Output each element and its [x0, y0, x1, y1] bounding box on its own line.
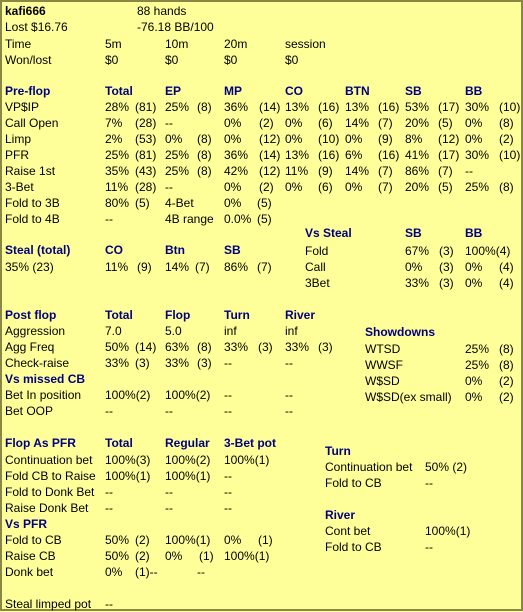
vs-pfr-total-count: (2) [135, 533, 150, 547]
vs-pfr-3bet-count: (1) [258, 533, 273, 547]
showdowns-title: Showdowns [365, 325, 435, 339]
preflop-cell-count: (5) [438, 116, 453, 130]
vs-missed-cb-title: Vs missed CB [5, 372, 86, 386]
preflop-cell-count: (12) [259, 132, 281, 146]
vs-steal-sb-value: 33% [405, 276, 430, 290]
showdown-count: (8) [499, 342, 514, 356]
preflop-header: CO [285, 84, 303, 98]
steal-header-btn: Btn [165, 243, 185, 257]
flop-pfr-regular-value: -- [165, 485, 173, 499]
time-col: 20m [224, 37, 248, 51]
river-row-label: Fold to CB [325, 540, 382, 554]
flop-pfr-3bet-value: -- [224, 501, 232, 515]
preflop-cell-pct: 11% [285, 164, 309, 178]
hands-count: 88 hands [137, 4, 187, 18]
vs-steal-bb-count: (4) [499, 276, 514, 290]
river-row-label: Cont bet [325, 524, 371, 538]
preflop-cell-pct: 0% [465, 132, 483, 146]
preflop-cell-count: (81) [135, 100, 157, 114]
preflop-cell-count: (10) [499, 148, 521, 162]
preflop-cell-pct: 13% [285, 148, 310, 162]
steal-limped-pot-label: Steal limped pot [5, 597, 92, 611]
fold-to-4b-value: -- [105, 212, 113, 226]
vs-pfr-total-count: (2) [135, 549, 150, 563]
vs-pfr-3bet-value: -- [197, 565, 205, 579]
showdown-count: (2) [499, 374, 514, 388]
flop-pfr-3bet-value: -- [224, 469, 232, 483]
postflop-flop-count: (8) [197, 340, 212, 354]
preflop-cell-count: (6) [318, 116, 333, 130]
flop-pfr-header-3bet: 3-Bet pot [224, 436, 276, 450]
time-col: session [285, 37, 326, 51]
preflop-cell-count: (14) [259, 148, 281, 162]
preflop-cell-count: (12) [259, 164, 281, 178]
postflop-river-value: inf [285, 324, 298, 338]
preflop-cell-pct: 14% [345, 116, 370, 130]
preflop-cell-count: (7) [378, 164, 393, 178]
preflop-cell-count: (10) [318, 132, 340, 146]
preflop-cell-count: (9) [378, 132, 393, 146]
preflop-row-label: PFR [5, 148, 29, 162]
postflop-turn-value: 33% [224, 340, 249, 354]
wonlost-value: $0 [105, 53, 119, 67]
postflop-total-count: (14) [135, 340, 157, 354]
vs-pfr-regular-value: 0% [165, 549, 183, 563]
preflop-row-label: VP$IP [5, 100, 40, 114]
preflop-cell-pct: 2% [105, 132, 123, 146]
postflop-turn-value: inf [224, 324, 237, 338]
preflop-row-label: Limp [5, 132, 32, 146]
preflop-title: Pre-flop [5, 84, 51, 98]
vs-steal-row-label: Call [305, 260, 326, 274]
vs-steal-sb-value: 0% [405, 260, 423, 274]
preflop-cell-pct: 0% [285, 116, 303, 130]
postflop-flop-count: (3) [197, 356, 212, 370]
turn-row-label: Fold to CB [325, 476, 382, 490]
flop-pfr-row-label: Fold to Donk Bet [5, 485, 95, 499]
missed-cb-total-value: 100%(2) [105, 388, 151, 402]
vs-steal-bb-count: (4) [499, 260, 514, 274]
preflop-cell-pct: 53% [405, 100, 430, 114]
missed-cb-row-label: Bet OOP [5, 404, 54, 418]
flop-pfr-total-value: -- [105, 501, 113, 515]
preflop-cell-pct: -- [165, 180, 173, 194]
preflop-cell-pct: 30% [465, 148, 490, 162]
postflop-row-label: Agg Freq [5, 340, 55, 354]
preflop-cell-count: (8) [499, 116, 514, 130]
flop-pfr-regular-value: 100%(1) [165, 469, 211, 483]
missed-cb-turn-value: -- [224, 388, 232, 402]
preflop-cell-pct: 14% [345, 164, 370, 178]
vs-pfr-total-count: (1)-- [135, 565, 158, 579]
flop-pfr-total-value: -- [105, 485, 113, 499]
preflop-cell-pct: 0% [345, 132, 363, 146]
preflop-cell-count: (14) [259, 100, 281, 114]
postflop-header-river: River [285, 308, 316, 322]
time-label: Time [5, 37, 32, 51]
preflop-cell-pct: 86% [405, 164, 430, 178]
flop-pfr-row-label: Raise Donk Bet [5, 501, 89, 515]
flop-pfr-header-regular: Regular [165, 436, 210, 450]
vs-steal-title: Vs Steal [305, 226, 352, 240]
postflop-total-value: 50% [105, 340, 130, 354]
steal-sb-value: 86% [224, 260, 249, 274]
preflop-cell-count: (43) [135, 164, 157, 178]
preflop-cell-pct: 36% [224, 100, 249, 114]
preflop-cell-pct: 41% [405, 148, 430, 162]
missed-cb-row-label: Bet In position [5, 388, 82, 402]
showdown-value: 0% [465, 390, 483, 404]
showdown-row-label: WWSF [365, 358, 403, 372]
vs-steal-bb-value: 0% [465, 260, 483, 274]
vs-pfr-row-label: Raise CB [5, 549, 56, 563]
flop-pfr-3bet-value: -- [224, 485, 232, 499]
vs-pfr-regular-value: 100%(1) [165, 533, 211, 547]
postflop-turn-value: -- [224, 356, 232, 370]
preflop-header: BB [465, 84, 483, 98]
flop-pfr-row-label: Fold CB to Raise [5, 469, 96, 483]
flop-pfr-3bet-value: 100%(1) [224, 453, 270, 467]
preflop-cell-count: (53) [135, 132, 157, 146]
preflop-cell-count: (2) [259, 116, 274, 130]
preflop-row-label: Call Open [5, 116, 59, 130]
preflop-header: EP [165, 84, 182, 98]
vs-steal-bb-value: 0% [465, 276, 483, 290]
steal-btn-value: 14% [165, 260, 190, 274]
preflop-header: SB [405, 84, 422, 98]
missed-cb-river-value: -- [285, 404, 293, 418]
flop-pfr-header-total: Total [105, 436, 133, 450]
postflop-river-count: (3) [318, 340, 333, 354]
lost-amount: Lost $16.76 [5, 20, 68, 34]
preflop-cell-count: (5) [438, 180, 453, 194]
fold-to-3b-count: (5) [135, 196, 150, 210]
wonlost-label: Won/lost [5, 53, 52, 67]
flop-pfr-title: Flop As PFR [5, 436, 76, 450]
postflop-total-value: 33% [105, 356, 130, 370]
steal-co-count: (9) [137, 260, 152, 274]
postflop-header-flop: Flop [165, 308, 191, 322]
preflop-cell-count: (28) [135, 116, 157, 130]
flop-pfr-regular-value: -- [165, 501, 173, 515]
postflop-header-turn: Turn [224, 308, 250, 322]
turn-row-value: -- [425, 476, 433, 490]
steal-header-co: CO [105, 243, 123, 257]
vs-pfr-row-label: Donk bet [5, 565, 54, 579]
preflop-row-label: 3-Bet [5, 180, 34, 194]
preflop-cell-pct: 25% [165, 164, 190, 178]
preflop-cell-count: (16) [378, 148, 400, 162]
missed-cb-river-value: -- [285, 388, 293, 402]
preflop-cell-count: (16) [318, 100, 340, 114]
preflop-cell-pct: 6% [345, 148, 363, 162]
preflop-cell-pct: 13% [285, 100, 310, 114]
preflop-cell-count: (8) [197, 148, 212, 162]
preflop-cell-pct: 0% [224, 116, 242, 130]
four-bet-range-value: 0.0% [224, 212, 252, 226]
preflop-cell-count: (7) [378, 116, 393, 130]
vs-steal-header-bb: BB [465, 226, 483, 240]
preflop-cell-pct: 42% [224, 164, 249, 178]
vs-steal-sb-count: (3) [439, 276, 454, 290]
showdown-count: (2) [499, 390, 514, 404]
vs-steal-sb-count: (3) [439, 260, 454, 274]
preflop-row-label: Raise 1st [5, 164, 56, 178]
four-bet-value: 0% [224, 196, 242, 210]
steal-co-value: 11% [105, 260, 129, 274]
wonlost-value: $0 [165, 53, 179, 67]
vs-pfr-total-value: 50% [105, 549, 130, 563]
showdown-row-label: W$SD(ex small) [365, 390, 452, 404]
preflop-cell-count: (8) [499, 180, 514, 194]
postflop-row-label: Aggression [5, 324, 66, 338]
vs-pfr-regular-count: (1) [199, 549, 214, 563]
vs-steal-row-label: Fold [305, 244, 329, 258]
flop-pfr-total-value: 100%(3) [105, 453, 151, 467]
preflop-cell-count: (12) [438, 132, 460, 146]
preflop-cell-pct: 7% [105, 116, 123, 130]
preflop-cell-pct: 36% [224, 148, 249, 162]
preflop-cell-pct: 0% [224, 180, 242, 194]
postflop-total-value: 7.0 [105, 324, 122, 338]
preflop-cell-count: (2) [259, 180, 274, 194]
four-bet-range-label: 4B range [165, 212, 214, 226]
showdown-value: 25% [465, 342, 490, 356]
preflop-cell-pct: 0% [165, 132, 183, 146]
preflop-header: Total [105, 84, 133, 98]
preflop-cell-pct: 28% [105, 100, 130, 114]
preflop-cell-count: (17) [438, 100, 460, 114]
wonlost-value: $0 [224, 53, 238, 67]
four-bet-label: 4-Bet [165, 196, 194, 210]
missed-cb-total-value: -- [105, 404, 113, 418]
preflop-cell-pct: 13% [345, 100, 370, 114]
bb-rate: -76.18 BB/100 [137, 20, 214, 34]
preflop-cell-count: (6) [318, 180, 333, 194]
river-row-value: -- [425, 540, 433, 554]
fold-to-3b-value: 80% [105, 196, 130, 210]
vs-steal-header-sb: SB [405, 226, 422, 240]
vs-pfr-3bet-value: 100%(1) [224, 549, 270, 563]
steal-total-value: 35% (23) [5, 260, 54, 274]
preflop-cell-pct: -- [465, 164, 473, 178]
preflop-cell-count: (16) [318, 148, 340, 162]
missed-cb-flop-value: 100%(2) [165, 388, 211, 402]
preflop-cell-count: (16) [378, 100, 400, 114]
preflop-cell-pct: 35% [105, 164, 130, 178]
vs-pfr-total-value: 50% [105, 533, 130, 547]
steal-header-sb: SB [224, 243, 241, 257]
steal-limped-pot-value: -- [105, 597, 113, 611]
preflop-cell-count: (7) [438, 164, 453, 178]
postflop-river-value: -- [285, 356, 293, 370]
postflop-header-total: Total [105, 308, 133, 322]
turn-row-value: 50% (2) [425, 460, 468, 474]
postflop-turn-count: (3) [258, 340, 273, 354]
flop-pfr-total-value: 100%(1) [105, 469, 151, 483]
preflop-cell-count: (8) [197, 100, 212, 114]
steal-total-title: Steal (total) [5, 243, 71, 257]
four-bet-count: (5) [257, 196, 272, 210]
time-col: 10m [165, 37, 189, 51]
vs-steal-sb-value: 67% [405, 244, 430, 258]
preflop-cell-pct: 25% [165, 148, 190, 162]
preflop-cell-pct: 11% [105, 180, 129, 194]
preflop-cell-pct: 0% [345, 180, 363, 194]
steal-sb-count: (7) [257, 260, 272, 274]
preflop-cell-pct: -- [165, 116, 173, 130]
vs-pfr-title: Vs PFR [5, 517, 48, 531]
preflop-cell-pct: 20% [405, 180, 430, 194]
missed-cb-turn-value: -- [224, 404, 232, 418]
wonlost-value: $0 [285, 53, 299, 67]
preflop-cell-pct: 0% [465, 116, 483, 130]
preflop-cell-pct: 25% [165, 100, 190, 114]
preflop-header: BTN [345, 84, 370, 98]
vs-steal-row-label: 3Bet [305, 276, 330, 290]
flop-pfr-regular-value: 100%(2) [165, 453, 211, 467]
preflop-cell-pct: 8% [405, 132, 423, 146]
postflop-river-value: 33% [285, 340, 310, 354]
vs-steal-bb-value: 100%(4) [465, 244, 511, 258]
preflop-cell-count: (7) [378, 180, 393, 194]
river-row-value: 100%(1) [425, 524, 471, 538]
showdown-value: 0% [465, 374, 483, 388]
preflop-cell-pct: 0% [285, 180, 303, 194]
postflop-title: Post flop [5, 308, 57, 322]
preflop-cell-pct: 30% [465, 100, 490, 114]
postflop-total-count: (3) [135, 356, 150, 370]
postflop-row-label: Check-raise [5, 356, 70, 370]
preflop-cell-pct: 20% [405, 116, 430, 130]
preflop-cell-count: (81) [135, 148, 157, 162]
showdown-row-label: WTSD [365, 342, 401, 356]
preflop-cell-pct: 0% [224, 132, 242, 146]
fold-to-4b-label: Fold to 4B [5, 212, 60, 226]
preflop-cell-count: (9) [318, 164, 333, 178]
missed-cb-flop-value: -- [165, 404, 173, 418]
postflop-flop-value: 63% [165, 340, 190, 354]
preflop-cell-pct: 25% [465, 180, 490, 194]
fold-to-3b-label: Fold to 3B [5, 196, 60, 210]
river-title: River [325, 508, 356, 522]
four-bet-range-count: (5) [257, 212, 272, 226]
preflop-cell-count: (8) [197, 164, 212, 178]
player-name: kafi666 [5, 4, 46, 18]
preflop-cell-count: (8) [197, 132, 212, 146]
vs-pfr-total-value: 0% [105, 565, 123, 579]
steal-btn-count: (7) [195, 260, 210, 274]
turn-title: Turn [325, 444, 351, 458]
showdown-value: 25% [465, 358, 490, 372]
flop-pfr-row-label: Continuation bet [5, 453, 93, 467]
preflop-cell-count: (10) [499, 100, 521, 114]
preflop-cell-pct: 0% [285, 132, 303, 146]
vs-pfr-3bet-value: 0% [224, 533, 242, 547]
postflop-flop-value: 5.0 [165, 324, 182, 338]
showdown-row-label: W$SD [365, 374, 400, 388]
postflop-flop-value: 33% [165, 356, 190, 370]
preflop-cell-count: (17) [438, 148, 460, 162]
preflop-cell-count: (2) [499, 132, 514, 146]
showdown-count: (8) [499, 358, 514, 372]
vs-pfr-row-label: Fold to CB [5, 533, 62, 547]
preflop-cell-count: (28) [135, 180, 157, 194]
time-col: 5m [105, 37, 122, 51]
preflop-header: MP [224, 84, 242, 98]
vs-steal-sb-count: (3) [439, 244, 454, 258]
turn-row-label: Continuation bet [325, 460, 413, 474]
preflop-cell-pct: 25% [105, 148, 130, 162]
